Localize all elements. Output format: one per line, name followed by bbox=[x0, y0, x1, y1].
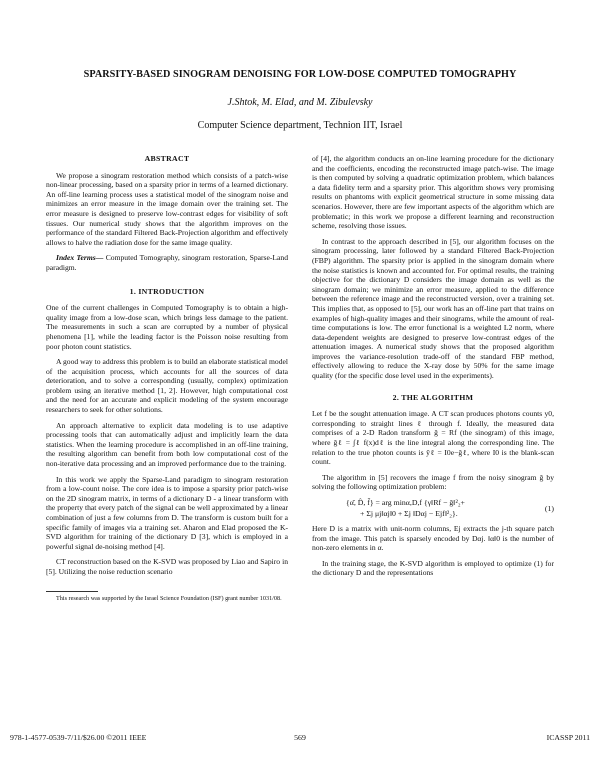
footer-venue: ICASSP 2011 bbox=[546, 733, 590, 742]
left-column bbox=[46, 154, 288, 602]
equation-1-line-2: + Σj μj‖αj‖0 + Σj ‖Dαj − Ejf‖²₂}. bbox=[360, 509, 458, 518]
footnote-rule bbox=[46, 591, 98, 592]
footer-page-number: 569 bbox=[294, 733, 306, 742]
footnote: This research was supported by the Israel Science Foundation (ISF) grant number 1031/08. bbox=[56, 594, 282, 602]
equation-1-line-1: {α̂, D̂, f̂} = arg minα,D,f {γ‖Rf − ĝ‖²₂+ bbox=[346, 498, 465, 507]
paper-affiliation: Computer Science department, Technion IIT, Israel bbox=[197, 120, 403, 131]
intro-paragraph-5: CT reconstruction based on the K-SVD was proposed by Liao and Sapiro in [5]. Utilizing the noise reduction scenario bbox=[46, 557, 288, 576]
abstract-text: We propose a sinogram restoration method which consists of a patch-wise non-linear processing, based on a sparsity prior in terms of a learned dictionary. An off-line learning process uses a statistical model of the sinogram noise and minimizes an error measure in the image domain over the training set. The error measure is designed to preserve low-contrast edges for visibility of soft tissues. Our numerical study shows that the algorithm improves on the performance of the standard Filtered Back-Projection algorithm and effectively allows to halve the radiation dose for the same image quality. bbox=[46, 170, 289, 247]
intro-paragraph-1: One of the current challenges in Computed Tomography is to obtain a high-quality image from a low-dose scan, which brings less damage to the patient. The measurements in such a scan are corrupted by a number of physical phenomena [1], while the leading factor is the Poisson noise resulting from poor photon count statistics. bbox=[46, 303, 288, 351]
algorithm-paragraph-1: Let f be the sought attenuation image. A CT scan produces photons counts y0, corresponding to straight lines ℓ through f. Ideally, the measured data comprises of a 2-D Radon transform ĝ = Rf (the sinogram) of this image, where ĝℓ = ∫ℓ f(x)dℓ is the line integral along the corresponding line. The relation to the true photon counts is ŷℓ = I0e−ĝℓ, where I0 is the blank-scan count. bbox=[312, 409, 554, 467]
footer-isbn: 978-1-4577-0539-7/11/$26.00 ©2011 IEEE bbox=[10, 733, 147, 742]
paper-authors: J.Shtok, M. Elad, and M. Zibulevsky bbox=[227, 97, 373, 108]
algorithm-paragraph-4: In the training stage, the K-SVD algorithm is employed to optimize (1) for the dictionary D and the representations bbox=[312, 558, 554, 578]
algorithm-paragraph-2: The algorithm in [5] recovers the image f from the noisy sinogram ĝ by solving the following optimization problem: bbox=[312, 472, 554, 492]
index-terms-label: Index Terms— bbox=[56, 253, 104, 263]
algorithm-paragraph-3: Here D is a matrix with unit-norm columns, Ej extracts the j-th square patch from the image. This patch is sparsely encoded by Dαj. ‖α‖0 is the number of non-zero elements in α. bbox=[312, 524, 554, 553]
intro-paragraph-4: In this work we apply the Sparse-Land paradigm to sinogram restoration from a low-count noise. The core idea is to impose a sparsity prior patch-wise on the 2D sinogram matrix, in terms of a dictionary D - a linear transform with the property that every patch of the signal can be well approximated by a linear combination of just a few columns from D. The transform is custom built for a specific family of images via a training set. Aharon and Elad proposed the K-SVD algorithm for training of the dictionary D [3], which is employed in a powerful signal de-noising method [4]. bbox=[46, 474, 288, 551]
equation-1 bbox=[312, 497, 554, 519]
algorithm-heading: 2. THE ALGORITHM bbox=[392, 392, 474, 402]
abstract-heading: ABSTRACT bbox=[144, 154, 190, 163]
intro-paragraph-3: An approach alternative to explicit data modeling is to use adaptive processing tools that can automatically adjust and implicitly learn the data statistics. When the learning procedure is accomplished in an off-line training, the resulting algorithm can benefit from both low computational cost of the non-iterative data processing and an improved performance due to the training. bbox=[46, 420, 288, 469]
index-terms bbox=[46, 253, 288, 272]
intro-paragraph-2: A good way to address this problem is to build an elaborate statistical model of the acquisition process, which accounts for all the sources of data deterioration, and to solve a corresponding (usually, complex) optimization problem using an iterative method [1, 2]. However, high computational cost and the need for an accurate and explicit modeling of the system encourage researchers to seek for other solutions. bbox=[46, 357, 288, 415]
index-terms-text: Computed Tomography, sinogram restoration, Sparse-Land paradigm. bbox=[46, 253, 289, 272]
right-paragraph-2: In contrast to the approach described in [5], our algorithm focuses on the sinogram processing, later followed by a standard Filtered Back-Projection (FBP) algorithm. The sparsity prior is applied in the sinogram domain where the noise statistics is known and accounted for. For optimal results, the training objective for the dictionary D considers the image domain as well as the sinogram domain; we minimize an error measure, applied to the difference between the reference image and the reconstructed version, over a training set. This implies that, as opposed to [5], our work has an off-line part that trains on examples of high-quality images and their sinograms, while the amount of real-time computations is low. The error functional is a weighted L2 norm, where data-dependent weights are designed to preserve low-contrast edges of the attenuation images. A numerical study shows that the proposed algorithm improves the variance-resolution trade-off of the standard FBP method, effectively allowing to reduce the X-ray dose by 50% for the same image quality (for the specific dose level used in the experiments). bbox=[312, 236, 554, 381]
equation-number: (1) bbox=[544, 504, 554, 513]
right-paragraph-1: of [4], the algorithm conducts an on-line learning procedure for the dictionary and the coefficients, encoding the reconstructed image patch-wise. The image is then computed by solving a quadratic optimization problem, which balances a data fidelity term and a sparsity prior. This algorithm shows very promising results on phantoms with explicit geometrical structure in some missing data scenarios. However, there are few important aspects of the algorithm which are problematic; in this work we propose a different learning and reconstruction scheme, resolving those issues. bbox=[312, 154, 554, 231]
intro-heading: 1. INTRODUCTION bbox=[129, 286, 205, 296]
right-column bbox=[312, 154, 554, 578]
page-footer bbox=[0, 733, 600, 745]
paper-title: SPARSITY-BASED SINOGRAM DENOISING FOR LOW-DOSE COMPUTED TOMOGRAPHY bbox=[83, 69, 517, 80]
